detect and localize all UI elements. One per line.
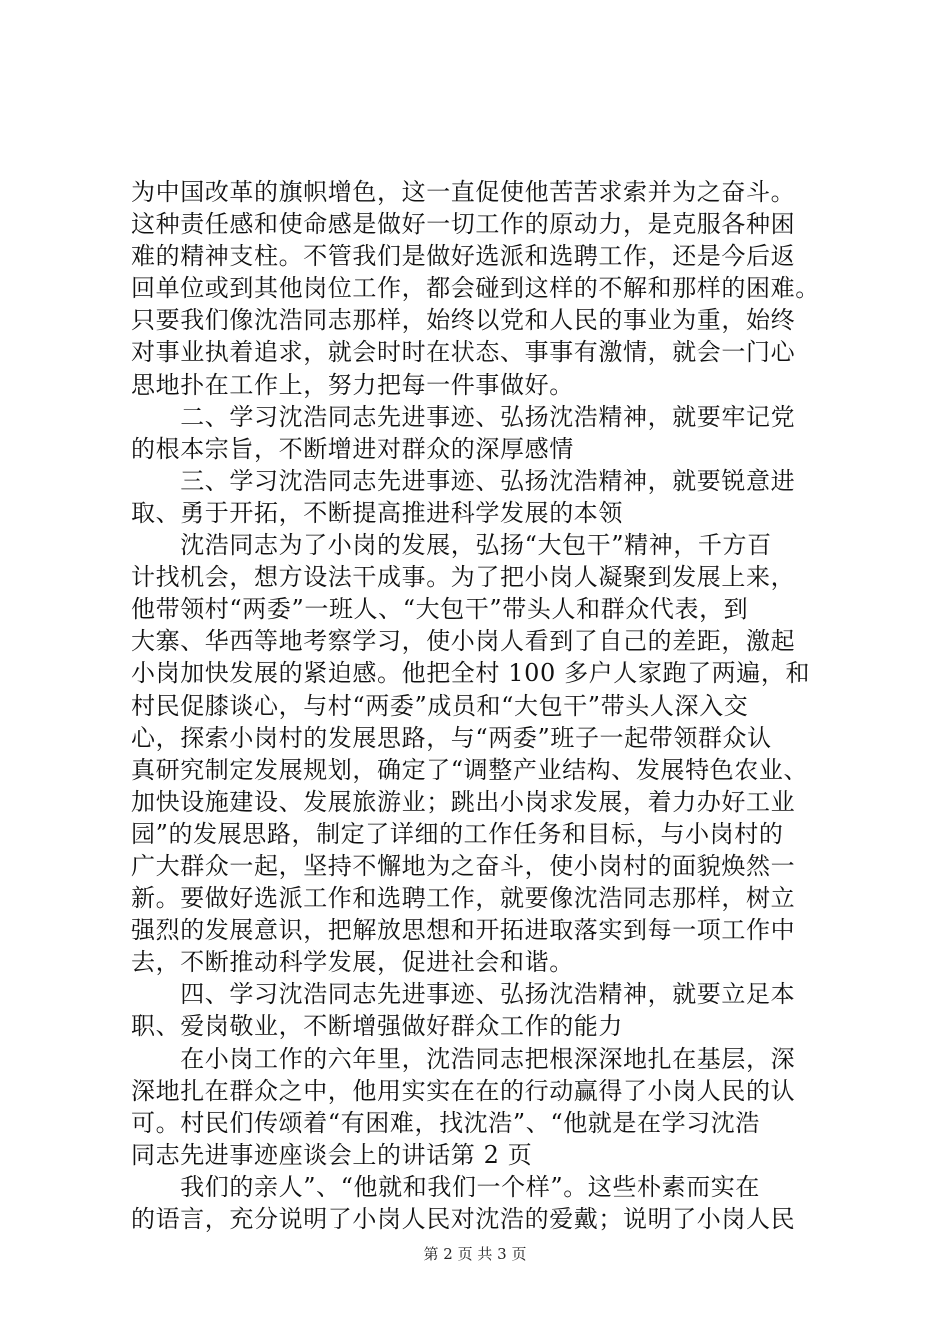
text-line: 我们的亲人”、“他就和我们一个样”。这些朴素而实在	[131, 1172, 761, 1201]
text-line: 的语言，充分说明了小岗人民对沈浩的爱戴；说明了小岗人民	[131, 1205, 796, 1233]
text-line: 计找机会，想方设法干成事。为了把小岗人凝聚到发展上来，	[131, 563, 796, 592]
text-line: 这种责任感和使命感是做好一切工作的原动力，是克服各种困	[131, 210, 796, 239]
text-line: 沈浩同志为了小岗的发展，弘扬“大包干”精神，千方百	[131, 531, 772, 560]
text-line: 心，探索小岗村的发展思路，与“两委”班子一起带领群众认	[131, 723, 772, 752]
text-line: 新。要做好选派工作和选聘工作，就要像沈浩同志那样，树立	[131, 884, 796, 913]
text-line: 难的精神支柱。不管我们是做好选派和选聘工作，还是今后返	[131, 242, 796, 271]
text-line: 只要我们像沈浩同志那样，始终以党和人民的事业为重，始终	[131, 306, 796, 335]
text-line: 对事业执着追求，就会时时在状态、事事有激情，就会一门心	[131, 338, 796, 367]
text-line: 思地扑在工作上，努力把每一件事做好。	[131, 370, 574, 399]
text-line: 取、勇于开拓，不断提高推进科学发展的本领	[131, 498, 623, 527]
text-line: 真研究制定发展规划，确定了“调整产业结构、发展特色农业、	[131, 755, 809, 784]
text-line: 强烈的发展意识，把解放思想和开拓进取落实到每一项工作中	[131, 916, 796, 945]
text-line: 四、学习沈浩同志先进事迹、弘扬沈浩精神，就要立足本	[131, 980, 796, 1009]
text-line: 村民促膝谈心，与村“两委”成员和“大包干”带头人深入交	[131, 691, 749, 720]
text-line: 回单位或到其他岗位工作，都会碰到这样的不解和那样的困难。	[131, 274, 820, 303]
page-footer: 第 2 页 共 3 页	[423, 1245, 527, 1263]
text-line: 去，不断推动科学发展，促进社会和谐。	[131, 948, 574, 977]
text-line: 小岗加快发展的紧迫感。他把全村 100 多户人家跑了两遍，和	[131, 659, 811, 688]
text-line: 深地扎在群众之中，他用实实在在的行动赢得了小岗人民的认	[131, 1076, 796, 1105]
document-body	[131, 176, 831, 1235]
text-line: 在小岗工作的六年里，沈浩同志把根深深地扎在基层，深	[131, 1044, 796, 1073]
text-line: 加快设施建设、发展旅游业；跳出小岗求发展，着力办好工业	[131, 787, 796, 816]
text-line: 可。村民们传颂着“有困难，找沈浩”、“他就是在学习沈浩	[131, 1108, 761, 1137]
text-line: 职、爱岗敬业，不断增强做好群众工作的能力	[131, 1012, 623, 1041]
text-line: 同志先进事迹座谈会上的讲话第 2 页	[131, 1140, 533, 1169]
text-line: 园”的发展思路，制定了详细的工作任务和目标，与小岗村的	[131, 819, 784, 848]
text-line: 二、学习沈浩同志先进事迹、弘扬沈浩精神，就要牢记党	[131, 402, 796, 431]
text-line: 的根本宗旨，不断增进对群众的深厚感情	[131, 434, 574, 463]
text-line: 大寨、华西等地考察学习，使小岗人看到了自己的差距，激起	[131, 627, 796, 656]
text-line: 他带领村“两委”一班人、“大包干”带头人和群众代表，到	[131, 595, 749, 624]
text-line: 为中国改革的旗帜增色，这一直促使他苦苦求索并为之奋斗。	[131, 178, 796, 206]
text-line: 广大群众一起，坚持不懈地为之奋斗，使小岗村的面貌焕然一	[131, 851, 796, 880]
text-line: 三、学习沈浩同志先进事迹、弘扬沈浩精神，就要锐意进	[131, 466, 796, 495]
